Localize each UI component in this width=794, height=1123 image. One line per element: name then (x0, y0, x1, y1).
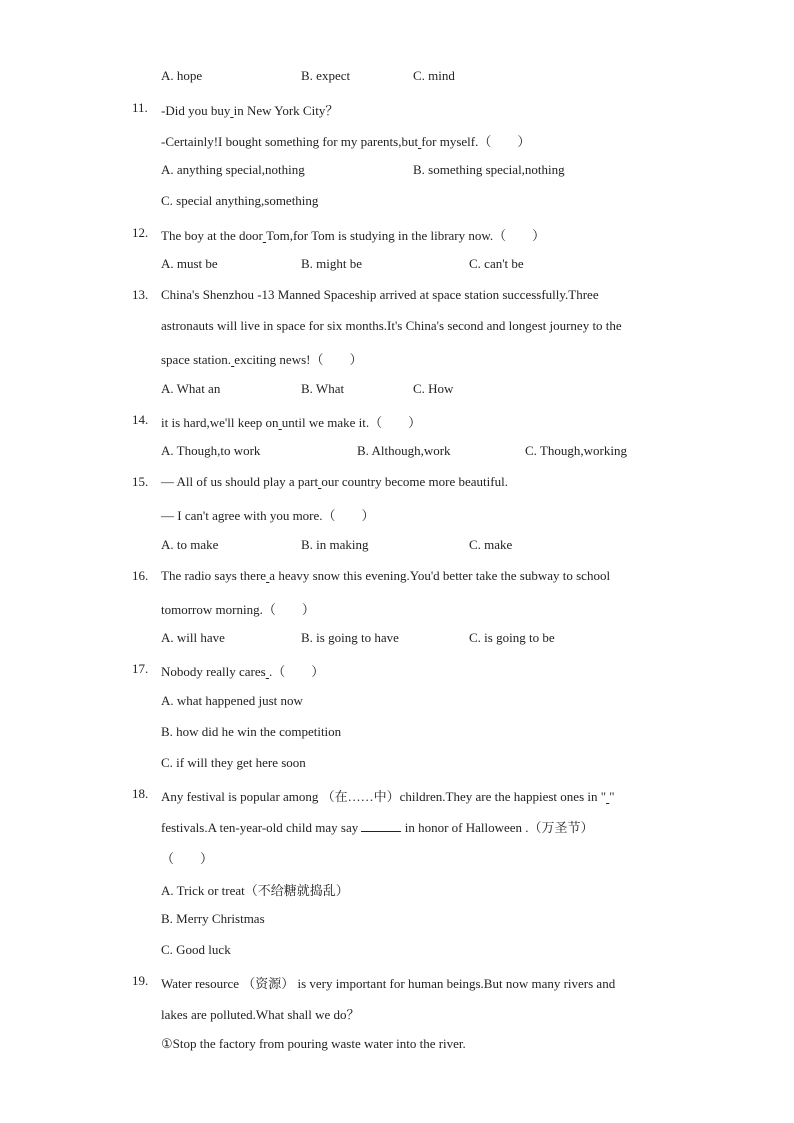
option-c[interactable]: C. special anything,something (161, 193, 319, 208)
question-stem: Water resource （资源） is very important for human beings.But now many rivers and (161, 976, 616, 991)
option-c[interactable]: C. can't be (469, 256, 524, 271)
question-number: 11. (132, 100, 148, 115)
question-stem-line-2: festivals.A ten-year-old child may say in honor of Halloween .（万圣节） (161, 820, 594, 835)
option-a[interactable]: A. hope (161, 68, 203, 83)
question-stem-line-3: ①Stop the factory from pouring waste water into the river. (161, 1036, 466, 1051)
option-b[interactable]: B. expect (301, 68, 351, 83)
question-number: 15. (132, 474, 149, 489)
option-a[interactable]: A. Though,to work (161, 443, 261, 458)
option-b[interactable]: B. Although,work (357, 443, 451, 458)
question-stem: The boy at the door Tom,for Tom is studying in the library now.（ ） (161, 228, 546, 243)
option-c[interactable]: C. How (413, 381, 454, 396)
answer-blank (361, 820, 401, 832)
question-stem: — All of us should play a part our country become more beautiful. (161, 474, 508, 489)
option-c[interactable]: C. Though,working (525, 443, 627, 458)
question-number: 14. (132, 412, 149, 427)
question-stem: China's Shenzhou -13 Manned Spaceship arrived at space station successfully.Three (161, 287, 599, 302)
option-b[interactable]: B. Merry Christmas (161, 911, 265, 926)
question-stem: Any festival is popular among （在……中）children.They are the happiest ones in " " (161, 789, 615, 804)
question-stem-line-2: -Certainly!I bought something for my parents,but for myself.（ ） (161, 134, 531, 149)
question-stem-line-2: astronauts will live in space for six months.It's China's second and longest journey to the (161, 318, 622, 333)
option-a[interactable]: A. to make (161, 537, 219, 552)
option-b[interactable]: B. how did he win the competition (161, 724, 342, 739)
option-a[interactable]: A. anything special,nothing (161, 162, 305, 177)
question-stem-line-3: space station. exciting news!（ ） (161, 352, 363, 367)
option-a[interactable]: A. will have (161, 630, 225, 645)
question-number: 18. (132, 786, 149, 801)
option-a[interactable]: A. What an (161, 381, 221, 396)
question-number: 17. (132, 661, 149, 676)
question-number: 19. (132, 973, 149, 988)
option-c[interactable]: C. is going to be (469, 630, 555, 645)
option-a[interactable]: A. what happened just now (161, 693, 303, 708)
option-b[interactable]: B. What (301, 381, 345, 396)
option-c[interactable]: C. Good luck (161, 942, 231, 957)
option-c[interactable]: C. mind (413, 68, 455, 83)
question-bracket: （ ） (161, 851, 214, 866)
option-a[interactable]: A. must be (161, 256, 218, 271)
option-b[interactable]: B. is going to have (301, 630, 399, 645)
option-c[interactable]: C. make (469, 537, 513, 552)
question-stem: -Did you buy in New York City？ (161, 103, 339, 118)
question-stem: The radio says there a heavy snow this evening.You'd better take the subway to school (161, 568, 611, 583)
question-number: 16. (132, 568, 149, 583)
option-b[interactable]: B. in making (301, 537, 369, 552)
question-stem-line-2: — I can't agree with you more.（ ） (161, 508, 375, 523)
question-number: 13. (132, 287, 149, 302)
option-a[interactable]: A. Trick or treat（不给糖就捣乱） (161, 883, 349, 898)
option-c[interactable]: C. if will they get here soon (161, 755, 306, 770)
option-b[interactable]: B. might be (301, 256, 363, 271)
question-stem: it is hard,we'll keep on until we make it.（ ） (161, 415, 422, 430)
question-stem-line-2: tomorrow morning.（ ） (161, 602, 315, 617)
question-number: 12. (132, 225, 149, 240)
option-b[interactable]: B. something special,nothing (413, 162, 565, 177)
question-stem: Nobody really cares .（ ） (161, 664, 325, 679)
question-stem-line-2: lakes are polluted.What shall we do？ (161, 1007, 360, 1022)
